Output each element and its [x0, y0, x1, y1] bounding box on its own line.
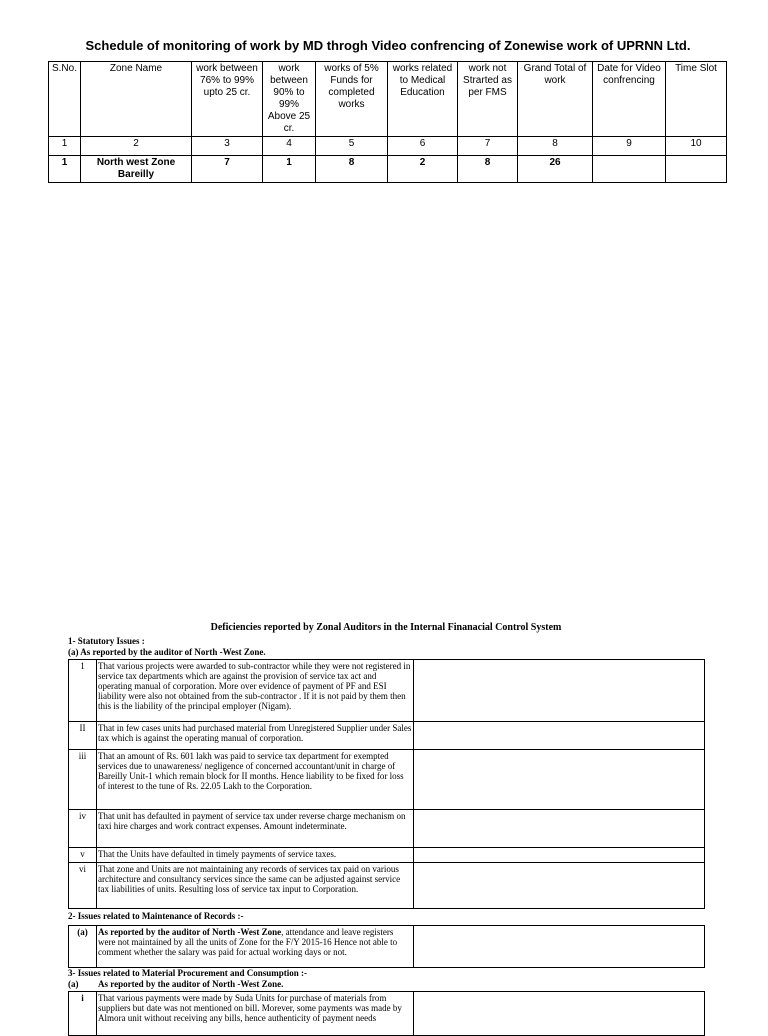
list-item [69, 848, 705, 863]
item-remarks [414, 810, 705, 848]
header-video-date: Date for Video confrencing [593, 62, 666, 137]
item-number: i [69, 992, 97, 1036]
page-title: Schedule of monitoring of work by MD throgh Video confrencing of Zonewise work of UPRNN Ltd. [85, 38, 691, 53]
list-item [69, 810, 705, 848]
cell-work-76-99: 7 [192, 156, 263, 183]
section-2-heading: 2- Issues related to Maintenance of Records :- [68, 911, 244, 921]
column-number: 2 [81, 137, 192, 156]
item-number: iii [69, 750, 97, 810]
header-not-started: work not Strarted as per FMS [458, 62, 518, 137]
section-3-sub-number: (a) [68, 979, 79, 989]
cell-sno: 1 [49, 156, 81, 183]
table-row [49, 156, 727, 183]
list-item [69, 992, 705, 1036]
cell-time-slot [666, 156, 727, 183]
item-remarks [414, 750, 705, 810]
item-text: That zone and Units are not maintaining any records of services tax paid on various architecture and consultancy services since the same can be adjusted against service tax liabilities of units. Resulting loss of service tax input to Corporation. [97, 863, 414, 909]
item-remarks [414, 660, 705, 722]
column-number: 3 [192, 137, 263, 156]
list-item [69, 926, 705, 968]
item-text-rest: , attendance and leave registers were not maintained by all the units of Zone for the F/Y 2015-16 Hence not able to comment whether the salary was paid for actual working days or not. [98, 927, 398, 957]
item-number: II [69, 722, 97, 750]
column-number: 6 [388, 137, 458, 156]
section-1-subheading: (a) As reported by the auditor of North -West Zone. [68, 647, 266, 657]
list-item [69, 722, 705, 750]
column-number-row [49, 137, 727, 156]
header-grand-total: Grand Total of work [518, 62, 593, 137]
item-remarks [414, 926, 705, 968]
item-remarks [414, 992, 705, 1036]
column-number: 7 [458, 137, 518, 156]
item-text: That various projects were awarded to sub-contractor while they were not registered in service tax departments which are against the provision of service tax act and operating manual of corporation. More over evidence of payment of PF and ESI liability were also not obtained from the sub-contractor . If it is not paid by them then this is the liability of the principal employer (Nigam). [97, 660, 414, 722]
item-remarks [414, 722, 705, 750]
cell-5pct-funds: 8 [316, 156, 388, 183]
item-text: That unit has defaulted in payment of service tax under reverse charge mechanism on taxi hire charges and work contract expenses. Amount indeterminate. [97, 810, 414, 848]
item-remarks [414, 848, 705, 863]
section-1-heading: 1- Statutory Issues : [68, 636, 145, 646]
cell-medical-education: 2 [388, 156, 458, 183]
schedule-table [48, 61, 727, 183]
cell-zone-name: North west Zone Bareilly [81, 156, 192, 183]
header-sno: S.No. [49, 62, 81, 137]
header-time-slot: Time Slot [666, 62, 727, 137]
list-item [69, 750, 705, 810]
item-number: v [69, 848, 97, 863]
list-item [69, 660, 705, 722]
item-remarks [414, 863, 705, 909]
item-text: That an amount of Rs. 601 lakh was paid to service tax department for exempted services due to unawareness/ negligence of concerned accountant/unit in charge of Bareilly Unit-1 which remain block for II months. Hence liability to be fixed for loss of interest to the tune of Rs. 22.05 Lakh to the Corporation. [97, 750, 414, 810]
item-number: 1 [69, 660, 97, 722]
section-3-sub-text: As reported by the auditor of North -West Zone. [98, 979, 284, 989]
cell-grand-total: 26 [518, 156, 593, 183]
cell-not-started: 8 [458, 156, 518, 183]
item-number: (a) [69, 926, 97, 968]
header-work-76-99: work between 76% to 99% upto 25 cr. [192, 62, 263, 137]
item-text [97, 926, 414, 968]
column-number: 1 [49, 137, 81, 156]
section-3-subheading [68, 979, 283, 990]
item-number: iv [69, 810, 97, 848]
cell-work-90-99: 1 [263, 156, 316, 183]
item-text: That in few cases units had purchased material from Unregistered Supplier under Sales tax which is against the operating manual of corporation. [97, 722, 414, 750]
header-zone-name: Zone Name [81, 62, 192, 137]
column-number: 9 [593, 137, 666, 156]
header-work-90-99: work between 90% to 99% Above 25 cr. [263, 62, 316, 137]
header-5pct-funds: works of 5% Funds for completed works [316, 62, 388, 137]
procurement-issues-table [68, 991, 705, 1036]
cell-video-date [593, 156, 666, 183]
item-text-bold: As reported by the auditor of North -West Zone [98, 927, 282, 937]
column-number: 10 [666, 137, 727, 156]
deficiencies-title: Deficiencies reported by Zonal Auditors in the Internal Finanacial Control System [210, 622, 562, 633]
item-text: That the Units have defaulted in timely payments of service taxes. [97, 848, 414, 863]
column-number: 8 [518, 137, 593, 156]
column-number: 4 [263, 137, 316, 156]
section-3-heading: 3- Issues related to Material Procurement and Consumption :- [68, 968, 307, 978]
item-number: vi [69, 863, 97, 909]
header-medical-education: works related to Medical Education [388, 62, 458, 137]
list-item [69, 863, 705, 909]
statutory-issues-table [68, 659, 705, 909]
column-number: 5 [316, 137, 388, 156]
records-issues-table [68, 925, 705, 968]
item-text: That various payments were made by Suda Units for purchase of materials from suppliers but date was not mentioned on bill. Morever, some payments was made by Almora unit without receiving any bills, hence authenticity of payment needs [97, 992, 414, 1036]
